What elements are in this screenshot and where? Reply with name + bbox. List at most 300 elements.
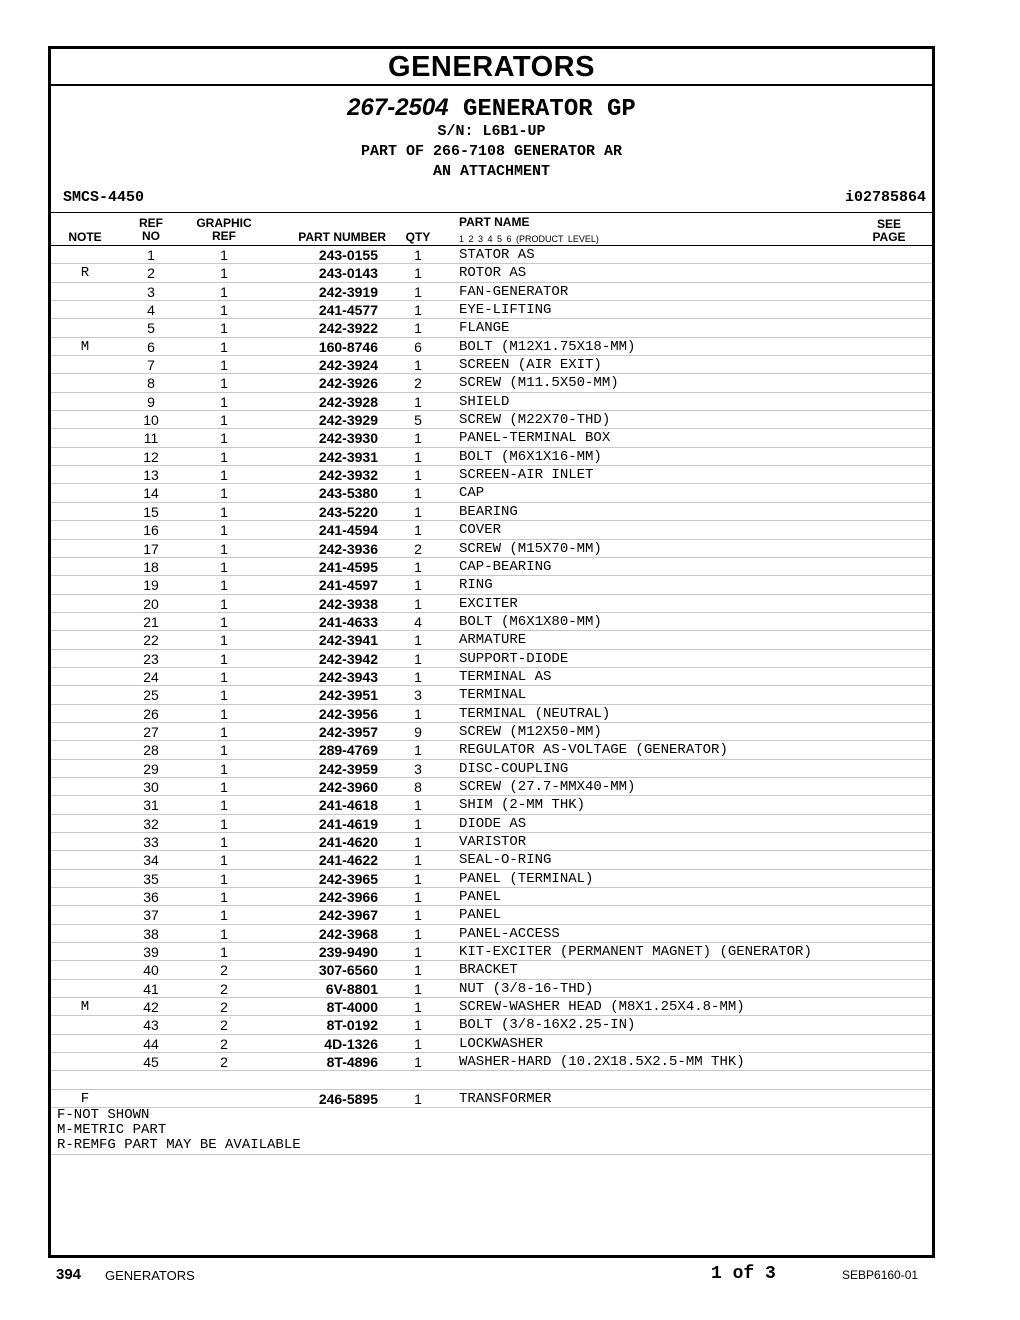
table-row bbox=[51, 393, 932, 411]
part-name-cell: SEAL-O-RING bbox=[459, 852, 552, 869]
graphic-ref-cell: 1 bbox=[220, 595, 228, 612]
part-name-cell: PANEL (TERMINAL) bbox=[459, 870, 594, 887]
part-name-cell: DIODE AS bbox=[459, 815, 527, 832]
part-name-cell: CAP bbox=[459, 485, 485, 502]
part-number-link[interactable]: 242-3928 bbox=[318, 393, 378, 410]
part-name-cell: STATOR AS bbox=[459, 247, 535, 263]
table-row bbox=[51, 595, 932, 613]
graphic-ref-cell: 1 bbox=[220, 723, 228, 740]
part-name-cell: SCREW (M22X70-THD) bbox=[459, 412, 611, 429]
qty-cell: 5 bbox=[414, 412, 422, 429]
qty-cell: 1 bbox=[414, 302, 422, 319]
ref-no-cell: 12 bbox=[143, 448, 159, 465]
part-number-link[interactable]: 307-6560 bbox=[318, 962, 378, 979]
ref-no-cell: 3 bbox=[147, 283, 155, 300]
table-row bbox=[51, 906, 932, 924]
part-name-cell: SCREW (M15X70-MM) bbox=[459, 540, 602, 557]
graphic-ref-cell: 1 bbox=[220, 485, 228, 502]
part-number-link[interactable]: 242-3956 bbox=[318, 705, 378, 722]
qty-cell: 1 bbox=[414, 632, 422, 649]
ref-no-cell: 36 bbox=[143, 889, 159, 906]
part-name-cell: DISC-COUPLING bbox=[459, 760, 569, 777]
note-line: R-REMFG PART MAY BE AVAILABLE bbox=[57, 1137, 301, 1153]
table-row bbox=[51, 815, 932, 833]
graphic-ref-cell: 2 bbox=[220, 1017, 228, 1034]
qty-cell: 1 bbox=[414, 577, 422, 594]
part-number-link[interactable]: 243-5380 bbox=[318, 485, 378, 502]
smcs-code: SMCS-4450 bbox=[63, 189, 145, 206]
part-number-link[interactable]: 243-0143 bbox=[318, 265, 378, 282]
ref-no-cell: 22 bbox=[143, 632, 159, 649]
qty-cell: 1 bbox=[414, 889, 422, 906]
qty-cell: 1 bbox=[414, 1017, 422, 1034]
illustration-id: i02785864 bbox=[844, 189, 926, 206]
part-name-cell: ROTOR AS bbox=[459, 265, 527, 282]
note-cell: M bbox=[80, 999, 90, 1016]
ref-no-cell: 31 bbox=[143, 797, 159, 814]
qty-cell: 1 bbox=[414, 1090, 422, 1107]
document-id: SEBP6160-01 bbox=[842, 1268, 919, 1282]
table-row bbox=[51, 338, 932, 356]
ref-no-cell: 44 bbox=[143, 1035, 159, 1052]
qty-cell: 1 bbox=[414, 595, 422, 612]
table-row bbox=[51, 833, 932, 851]
part-number-link[interactable]: 242-3942 bbox=[318, 650, 378, 667]
table-row bbox=[51, 796, 932, 814]
table-row bbox=[51, 760, 932, 778]
graphic-ref-cell: 1 bbox=[220, 925, 228, 942]
qty-cell: 4 bbox=[414, 613, 422, 630]
note-line: M-METRIC PART bbox=[57, 1122, 167, 1138]
part-number-link[interactable]: 242-3957 bbox=[318, 723, 378, 740]
graphic-ref-cell: 1 bbox=[220, 797, 228, 814]
table-row bbox=[51, 264, 932, 282]
graphic-ref-cell: 2 bbox=[220, 980, 228, 997]
note-cell: F bbox=[80, 1090, 90, 1107]
ref-no-cell: 25 bbox=[143, 687, 159, 704]
qty-cell: 1 bbox=[414, 1054, 422, 1071]
ref-no-cell: 7 bbox=[147, 357, 155, 374]
graphic-ref-cell: 2 bbox=[220, 1054, 228, 1071]
part-number-link[interactable]: 241-4622 bbox=[318, 852, 378, 869]
part-name-cell: BOLT (M6X1X16-MM) bbox=[459, 448, 602, 465]
table-row bbox=[51, 613, 932, 631]
qty-cell: 1 bbox=[414, 393, 422, 410]
table-row bbox=[51, 319, 932, 337]
table-row bbox=[51, 411, 932, 429]
ref-no-cell: 6 bbox=[147, 338, 155, 355]
table-row bbox=[51, 943, 932, 961]
part-number-link[interactable]: 241-4595 bbox=[318, 558, 378, 575]
part-number-link[interactable]: 241-4620 bbox=[318, 834, 378, 850]
table-row bbox=[51, 540, 932, 558]
qty-cell: 1 bbox=[414, 705, 422, 722]
graphic-ref-cell: 1 bbox=[220, 834, 228, 850]
part-number-link[interactable]: 239-9490 bbox=[318, 944, 378, 961]
table-row bbox=[51, 851, 932, 869]
ref-no-cell: 30 bbox=[143, 778, 159, 795]
serial-number: S/N: L6B1-UP bbox=[437, 123, 546, 140]
part-number-link[interactable]: 242-3959 bbox=[318, 760, 378, 777]
graphic-ref-cell: 1 bbox=[220, 650, 228, 667]
part-number-link[interactable]: 242-3931 bbox=[318, 448, 378, 465]
qty-cell: 8 bbox=[414, 778, 422, 795]
ref-no-cell: 18 bbox=[143, 558, 159, 575]
graphic-ref-cell: 1 bbox=[220, 247, 228, 263]
header-part-name: PART NAME bbox=[459, 215, 530, 229]
part-number-link[interactable]: 246-5895 bbox=[318, 1090, 378, 1107]
table-row bbox=[51, 576, 932, 594]
part-name-cell: PANEL-TERMINAL BOX bbox=[459, 430, 611, 447]
table-row bbox=[51, 870, 932, 888]
table-row bbox=[51, 778, 932, 796]
header-see-top: SEE bbox=[876, 217, 901, 231]
ref-no-cell: 15 bbox=[143, 503, 159, 520]
part-name-cell: EYE-LIFTING bbox=[459, 302, 552, 319]
part-number-link[interactable]: 8T-0192 bbox=[326, 1017, 378, 1034]
part-number-link[interactable]: 242-3936 bbox=[318, 540, 378, 557]
qty-cell: 1 bbox=[414, 999, 422, 1016]
part-number-link[interactable]: 241-4619 bbox=[318, 815, 378, 832]
part-number-link[interactable]: 4D-1326 bbox=[324, 1035, 378, 1052]
part-name-cell: PANEL bbox=[459, 907, 502, 924]
part-number-link[interactable]: 242-3968 bbox=[318, 925, 378, 942]
ref-no-cell: 41 bbox=[143, 980, 159, 997]
table-row bbox=[51, 283, 932, 301]
table-row bbox=[51, 1071, 932, 1089]
part-number-link[interactable]: 242-3922 bbox=[318, 320, 378, 337]
table-row bbox=[51, 466, 932, 484]
part-number-link[interactable]: 241-4577 bbox=[318, 302, 378, 319]
part-name-cell: CAP-BEARING bbox=[459, 558, 552, 575]
table-row bbox=[51, 686, 932, 704]
part-number-link[interactable]: 289-4769 bbox=[318, 742, 378, 759]
table-row bbox=[51, 246, 932, 264]
graphic-ref-cell: 1 bbox=[220, 503, 228, 520]
graphic-ref-cell: 1 bbox=[220, 283, 228, 300]
ref-no-cell: 32 bbox=[143, 815, 159, 832]
attachment-line: AN ATTACHMENT bbox=[432, 163, 551, 180]
table-row bbox=[51, 503, 932, 521]
part-name-cell: NUT (3/8-16-THD) bbox=[459, 980, 594, 997]
part-number-link[interactable]: 242-3941 bbox=[318, 632, 378, 649]
section-title: GENERATORS bbox=[51, 49, 932, 86]
graphic-ref-cell: 1 bbox=[220, 375, 228, 392]
qty-cell: 1 bbox=[414, 522, 422, 539]
part-number-link[interactable]: 242-3930 bbox=[318, 430, 378, 447]
part-number-link[interactable]: 6V-8801 bbox=[325, 980, 378, 997]
qty-cell: 2 bbox=[414, 375, 422, 392]
qty-cell: 1 bbox=[414, 944, 422, 961]
divider bbox=[51, 1154, 932, 1155]
graphic-ref-cell: 2 bbox=[220, 962, 228, 979]
qty-cell: 1 bbox=[414, 815, 422, 832]
part-name-cell: TERMINAL (NEUTRAL) bbox=[459, 705, 611, 722]
graphic-ref-cell: 1 bbox=[220, 687, 228, 704]
qty-cell: 6 bbox=[414, 338, 422, 355]
ref-no-cell: 45 bbox=[143, 1054, 159, 1071]
part-name-cell: TRANSFORMER bbox=[459, 1090, 552, 1107]
parts-list-frame bbox=[48, 46, 935, 1258]
part-name-cell: SHIM (2-MM THK) bbox=[459, 797, 586, 814]
ref-no-cell: 2 bbox=[147, 265, 155, 282]
qty-cell: 9 bbox=[414, 723, 422, 740]
page-footer bbox=[0, 1262, 1020, 1292]
qty-cell: 1 bbox=[414, 925, 422, 942]
qty-cell: 1 bbox=[414, 650, 422, 667]
part-number-link[interactable]: 242-3932 bbox=[318, 467, 378, 484]
qty-cell: 1 bbox=[414, 467, 422, 484]
qty-cell: 1 bbox=[414, 742, 422, 759]
ref-no-cell: 9 bbox=[147, 393, 155, 410]
ref-no-cell: 40 bbox=[143, 962, 159, 979]
table-row bbox=[51, 484, 932, 502]
qty-cell: 1 bbox=[414, 834, 422, 850]
part-number-link[interactable]: 242-3929 bbox=[318, 412, 378, 429]
ref-no-cell: 10 bbox=[143, 412, 159, 429]
part-number-link[interactable]: 242-3951 bbox=[318, 687, 378, 704]
part-name-cell: SCREEN-AIR INLET bbox=[459, 467, 594, 484]
part-number-link[interactable]: 8T-4896 bbox=[326, 1054, 378, 1071]
header-note: NOTE bbox=[68, 230, 102, 244]
footer-section: GENERATORS bbox=[105, 1268, 195, 1283]
qty-cell: 1 bbox=[414, 668, 422, 685]
header-graphic-bottom: REF bbox=[212, 229, 236, 243]
table-row bbox=[51, 374, 932, 392]
qty-cell: 1 bbox=[414, 448, 422, 465]
qty-cell: 1 bbox=[414, 907, 422, 924]
graphic-ref-cell: 1 bbox=[220, 522, 228, 539]
ref-no-cell: 5 bbox=[147, 320, 155, 337]
table-row bbox=[51, 448, 932, 466]
header-graphic-ref bbox=[189, 217, 259, 243]
note-cell: R bbox=[80, 265, 90, 282]
ref-no-cell: 26 bbox=[143, 705, 159, 722]
part-number-link[interactable]: 241-4618 bbox=[318, 797, 378, 814]
part-name-cell: COVER bbox=[459, 522, 502, 539]
graphic-ref-cell: 1 bbox=[220, 265, 228, 282]
part-name-cell: TERMINAL AS bbox=[459, 668, 552, 685]
table-row bbox=[51, 705, 932, 723]
part-number-link[interactable]: 8T-4000 bbox=[326, 999, 378, 1016]
ref-no-cell: 23 bbox=[143, 650, 159, 667]
part-name-cell: SUPPORT-DIODE bbox=[459, 650, 569, 667]
qty-cell: 3 bbox=[414, 687, 422, 704]
table-row bbox=[51, 1016, 932, 1034]
part-name-cell: BOLT (M12X1.75X18-MM) bbox=[459, 338, 636, 355]
page-of: 1 of 3 bbox=[711, 1264, 776, 1284]
header-see-page bbox=[864, 218, 914, 244]
ref-no-cell: 27 bbox=[143, 723, 159, 740]
ref-no-cell: 35 bbox=[143, 870, 159, 887]
part-number-link[interactable]: 242-3938 bbox=[318, 595, 378, 612]
graphic-ref-cell: 1 bbox=[220, 540, 228, 557]
ref-no-cell: 43 bbox=[143, 1017, 159, 1034]
table-row bbox=[51, 521, 932, 539]
table-row bbox=[51, 888, 932, 906]
graphic-ref-cell: 1 bbox=[220, 870, 228, 887]
graphic-ref-cell: 1 bbox=[220, 412, 228, 429]
part-name-cell: RING bbox=[459, 577, 493, 594]
part-name-cell: WASHER-HARD (10.2X18.5X2.5-MM THK) bbox=[459, 1054, 745, 1071]
part-number-link[interactable]: 242-3965 bbox=[318, 870, 378, 887]
part-name-cell: SCREW-WASHER HEAD (M8X1.25X4.8-MM) bbox=[459, 999, 745, 1016]
qty-cell: 1 bbox=[414, 430, 422, 447]
part-name-cell: TERMINAL bbox=[459, 687, 527, 704]
table-row bbox=[51, 925, 932, 943]
graphic-ref-cell: 1 bbox=[220, 907, 228, 924]
part-number-link[interactable]: 242-3919 bbox=[318, 283, 378, 300]
qty-cell: 1 bbox=[414, 852, 422, 869]
graphic-ref-cell: 1 bbox=[220, 760, 228, 777]
part-name-cell: PANEL-ACCESS bbox=[459, 925, 560, 942]
note-line: F-NOT SHOWN bbox=[57, 1107, 150, 1123]
part-name-cell: VARISTOR bbox=[459, 834, 527, 850]
graphic-ref-cell: 2 bbox=[220, 1035, 228, 1052]
qty-cell: 2 bbox=[414, 540, 422, 557]
part-name-cell: LOCKWASHER bbox=[459, 1035, 544, 1052]
parts-table-body bbox=[51, 246, 932, 1108]
part-name-cell: SCREEN (AIR EXIT) bbox=[459, 357, 602, 374]
part-number-link[interactable]: 242-3926 bbox=[318, 375, 378, 392]
table-row bbox=[51, 980, 932, 998]
part-name-cell: SCREW (M12X50-MM) bbox=[459, 723, 602, 740]
table-row bbox=[51, 1053, 932, 1071]
part-name-cell: ARMATURE bbox=[459, 632, 527, 649]
ref-no-cell: 8 bbox=[147, 375, 155, 392]
ref-no-cell: 34 bbox=[143, 852, 159, 869]
graphic-ref-cell: 1 bbox=[220, 430, 228, 447]
qty-cell: 1 bbox=[414, 870, 422, 887]
group-number[interactable]: 267-2504 bbox=[347, 94, 449, 121]
graphic-ref-cell: 1 bbox=[220, 889, 228, 906]
graphic-ref-cell: 1 bbox=[220, 558, 228, 575]
qty-cell: 1 bbox=[414, 980, 422, 997]
graphic-ref-cell: 1 bbox=[220, 778, 228, 795]
ref-no-cell: 38 bbox=[143, 925, 159, 942]
table-row bbox=[51, 429, 932, 447]
part-number-link[interactable]: 160-8746 bbox=[318, 338, 378, 355]
header-graphic-top: GRAPHIC bbox=[196, 216, 252, 230]
table-row bbox=[51, 356, 932, 374]
header-product-levels: 1 2 3 4 5 6 (PRODUCT LEVEL) bbox=[459, 234, 599, 244]
graphic-ref-cell: 1 bbox=[220, 705, 228, 722]
graphic-ref-cell: 1 bbox=[220, 448, 228, 465]
header-ref-bottom: NO bbox=[142, 229, 160, 243]
graphic-ref-cell: 1 bbox=[220, 338, 228, 355]
graphic-ref-cell: 1 bbox=[220, 852, 228, 869]
header-ref-top: REF bbox=[139, 216, 163, 230]
qty-cell: 1 bbox=[414, 265, 422, 282]
table-row bbox=[51, 301, 932, 319]
part-number-link[interactable]: 242-3967 bbox=[318, 907, 378, 924]
part-name-cell: FAN-GENERATOR bbox=[459, 283, 569, 300]
part-number-link[interactable]: 241-4633 bbox=[318, 613, 378, 630]
note-cell: M bbox=[80, 338, 90, 355]
part-number-link[interactable]: 243-5220 bbox=[318, 503, 378, 520]
ref-no-cell: 11 bbox=[143, 430, 159, 447]
header-ref-no bbox=[136, 217, 166, 243]
table-row bbox=[51, 1035, 932, 1053]
part-name-cell: BOLT (3/8-16X2.25-IN) bbox=[459, 1017, 636, 1034]
qty-cell: 1 bbox=[414, 962, 422, 979]
ref-no-cell: 1 bbox=[147, 247, 155, 263]
graphic-ref-cell: 1 bbox=[220, 577, 228, 594]
part-name-cell: KIT-EXCITER (PERMANENT MAGNET) (GENERATOR) bbox=[459, 944, 812, 961]
part-name-cell: FLANGE bbox=[459, 320, 510, 337]
header-part-number: PART NUMBER bbox=[298, 230, 386, 244]
ref-no-cell: 13 bbox=[143, 467, 159, 484]
ref-no-cell: 21 bbox=[143, 613, 159, 630]
table-row bbox=[51, 998, 932, 1016]
part-of-line: PART OF 266-7108 GENERATOR AR bbox=[360, 143, 623, 160]
part-number-link[interactable]: 243-0155 bbox=[318, 247, 378, 263]
qty-cell: 1 bbox=[414, 283, 422, 300]
header-qty: QTY bbox=[405, 230, 431, 244]
ref-no-cell: 20 bbox=[143, 595, 159, 612]
page-number: 394 bbox=[56, 1266, 82, 1283]
part-name-cell: SCREW (27.7-MMX40-MM) bbox=[459, 778, 636, 795]
part-name-cell: PANEL bbox=[459, 889, 502, 906]
graphic-ref-cell: 1 bbox=[220, 357, 228, 374]
qty-cell: 1 bbox=[414, 797, 422, 814]
graphic-ref-cell: 1 bbox=[220, 815, 228, 832]
graphic-ref-cell: 2 bbox=[220, 999, 228, 1016]
part-name-cell: BRACKET bbox=[459, 962, 518, 979]
qty-cell: 1 bbox=[414, 485, 422, 502]
table-row bbox=[51, 631, 932, 649]
ref-no-cell: 14 bbox=[143, 485, 159, 502]
ref-no-cell: 16 bbox=[143, 522, 159, 539]
ref-no-cell: 17 bbox=[143, 540, 159, 557]
graphic-ref-cell: 1 bbox=[220, 944, 228, 961]
table-row bbox=[51, 961, 932, 979]
graphic-ref-cell: 1 bbox=[220, 302, 228, 319]
qty-cell: 1 bbox=[414, 1035, 422, 1052]
graphic-ref-cell: 1 bbox=[220, 393, 228, 410]
group-title bbox=[51, 93, 932, 125]
graphic-ref-cell: 1 bbox=[220, 320, 228, 337]
ref-no-cell: 29 bbox=[143, 760, 159, 777]
ref-no-cell: 4 bbox=[147, 302, 155, 319]
qty-cell: 1 bbox=[414, 247, 422, 263]
part-name-cell: SCREW (M11.5X50-MM) bbox=[459, 375, 619, 392]
qty-cell: 1 bbox=[414, 503, 422, 520]
notes-legend bbox=[57, 1108, 301, 1153]
graphic-ref-cell: 1 bbox=[220, 632, 228, 649]
qty-cell: 1 bbox=[414, 320, 422, 337]
part-number-link[interactable]: 242-3924 bbox=[318, 357, 378, 374]
part-name-cell: BOLT (M6X1X80-MM) bbox=[459, 613, 602, 630]
ref-no-cell: 24 bbox=[143, 668, 159, 685]
table-row bbox=[51, 1090, 932, 1108]
part-name-cell: SHIELD bbox=[459, 393, 510, 410]
ref-no-cell: 39 bbox=[143, 944, 159, 961]
part-name-cell: BEARING bbox=[459, 503, 518, 520]
part-number-link[interactable]: 242-3943 bbox=[318, 668, 378, 685]
part-number-link[interactable]: 242-3960 bbox=[318, 778, 378, 795]
part-number-link[interactable]: 241-4597 bbox=[318, 577, 378, 594]
part-number-link[interactable]: 241-4594 bbox=[318, 522, 378, 539]
qty-cell: 3 bbox=[414, 760, 422, 777]
ref-no-cell: 42 bbox=[143, 999, 159, 1016]
table-row bbox=[51, 723, 932, 741]
table-row bbox=[51, 741, 932, 759]
graphic-ref-cell: 1 bbox=[220, 613, 228, 630]
part-name-cell: EXCITER bbox=[459, 595, 518, 612]
part-number-link[interactable]: 242-3966 bbox=[318, 889, 378, 906]
table-row bbox=[51, 668, 932, 686]
